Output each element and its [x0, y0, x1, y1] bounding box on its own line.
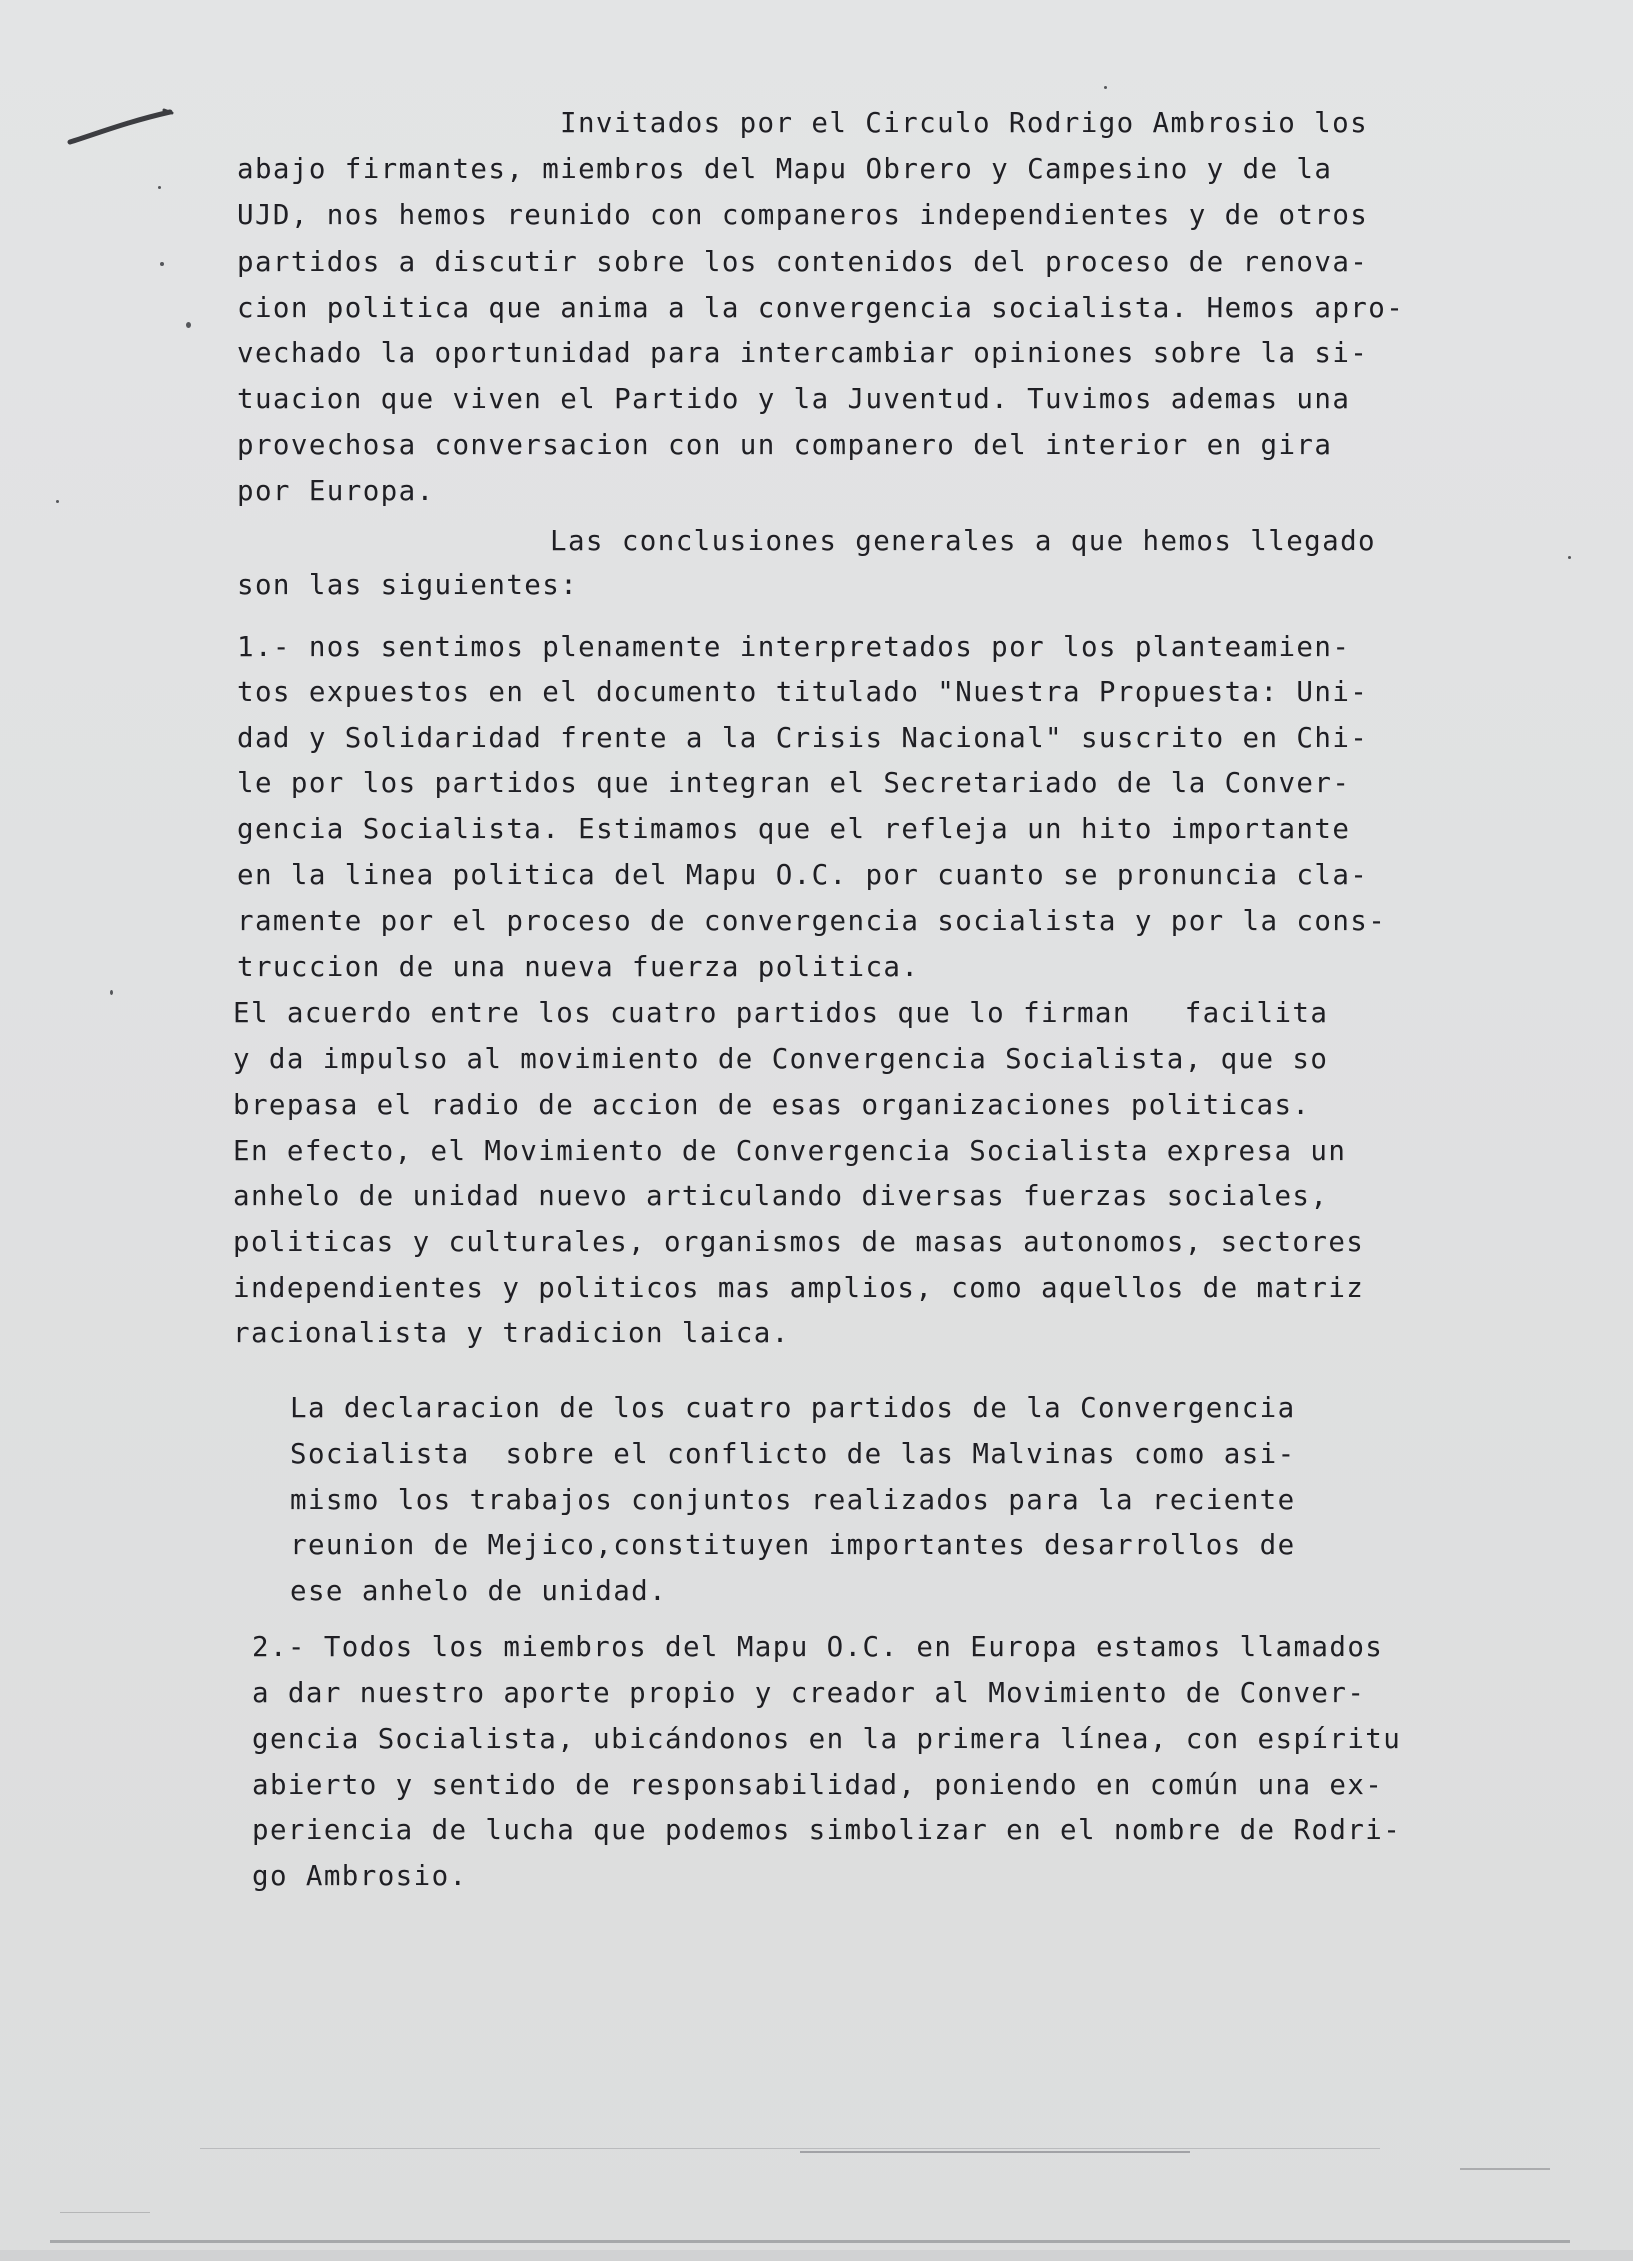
- text-line: En efecto, el Movimiento de Convergencia Socialista expresa un: [233, 1135, 1347, 1167]
- text-line: partidos a discutir sobre los contenidos del proceso de renova-: [237, 246, 1369, 278]
- text-line: Socialista sobre el conflicto de las Malvinas como asi-: [290, 1438, 1296, 1470]
- margin-dot: [1104, 86, 1107, 89]
- text-line: mismo los trabajos conjuntos realizados para la reciente: [290, 1484, 1296, 1516]
- text-line: brepasa el radio de accion de esas organizaciones politicas.: [233, 1089, 1311, 1121]
- margin-dot: [158, 186, 161, 189]
- margin-dot: [110, 990, 113, 995]
- text-line: son las siguientes:: [237, 569, 579, 601]
- text-line: go Ambrosio.: [252, 1860, 468, 1892]
- text-line: provechosa conversacion con un companero del interior en gira: [237, 429, 1333, 461]
- text-line: abierto y sentido de responsabilidad, poniendo en común una ex-: [252, 1769, 1384, 1801]
- text-line: tos expuestos en el documento titulado "Nuestra Propuesta: Uni-: [237, 676, 1369, 708]
- text-line: 1.- nos sentimos plenamente interpretados por los planteamien-: [237, 631, 1351, 663]
- text-line: ese anhelo de unidad.: [290, 1575, 668, 1607]
- scan-artifact-line: [800, 2151, 1190, 2153]
- text-line: periencia de lucha que podemos simbolizar en el nombre de Rodri-: [252, 1814, 1402, 1846]
- text-line: le por los partidos que integran el Secretariado de la Conver-: [237, 767, 1351, 799]
- text-line: racionalista y tradicion laica.: [233, 1317, 790, 1349]
- scan-artifact-line: [0, 2250, 1633, 2261]
- scan-artifact-line: [50, 2240, 1570, 2243]
- text-line: 2.- Todos los miembros del Mapu O.C. en Europa estamos llamados: [252, 1631, 1384, 1663]
- text-line: a dar nuestro aporte propio y creador al Movimiento de Conver-: [252, 1677, 1366, 1709]
- text-line: vechado la oportunidad para intercambiar opiniones sobre la si-: [237, 337, 1369, 369]
- text-line: La declaracion de los cuatro partidos de la Convergencia: [290, 1392, 1296, 1424]
- text-line: abajo firmantes, miembros del Mapu Obrero y Campesino y de la: [237, 153, 1333, 185]
- text-line: independientes y politicos mas amplios, como aquellos de matriz: [233, 1272, 1365, 1304]
- text-line: tuacion que viven el Partido y la Juventud. Tuvimos ademas una: [237, 383, 1351, 415]
- text-line: cion politica que anima a la convergencia socialista. Hemos apro-: [237, 292, 1405, 324]
- text-line: por Europa.: [237, 475, 435, 507]
- pen-mark-icon: [66, 104, 176, 150]
- margin-dot: [186, 322, 191, 328]
- text-line: truccion de una nueva fuerza politica.: [237, 951, 920, 983]
- margin-dot: [1568, 556, 1571, 559]
- margin-dot: [160, 262, 164, 266]
- text-line: UJD, nos hemos reunido con companeros independientes y de otros: [237, 199, 1369, 231]
- text-line: anhelo de unidad nuevo articulando diversas fuerzas sociales,: [233, 1180, 1329, 1212]
- text-line: y da impulso al movimiento de Convergencia Socialista, que so: [233, 1043, 1329, 1075]
- text-line: en la linea politica del Mapu O.C. por cuanto se pronuncia cla-: [237, 859, 1369, 891]
- text-line: Invitados por el Circulo Rodrigo Ambrosio los: [560, 107, 1369, 139]
- text-line: gencia Socialista. Estimamos que el refleja un hito importante: [237, 813, 1351, 845]
- scan-artifact-line: [1460, 2168, 1550, 2170]
- text-line: ramente por el proceso de convergencia socialista y por la cons-: [237, 905, 1387, 937]
- text-line: Las conclusiones generales a que hemos llegado: [550, 525, 1376, 557]
- text-line: gencia Socialista, ubicándonos en la primera línea, con espíritu: [252, 1723, 1402, 1755]
- text-line: politicas y culturales, organismos de masas autonomos, sectores: [233, 1226, 1365, 1258]
- scan-artifact-line: [200, 2148, 1380, 2149]
- text-line: El acuerdo entre los cuatro partidos que lo firman facilita: [233, 997, 1329, 1029]
- scan-artifact-line: [60, 2212, 150, 2213]
- text-line: dad y Solidaridad frente a la Crisis Nacional" suscrito en Chi-: [237, 722, 1369, 754]
- text-line: reunion de Mejico,constituyen importantes desarrollos de: [290, 1529, 1296, 1561]
- margin-dot: [56, 500, 59, 503]
